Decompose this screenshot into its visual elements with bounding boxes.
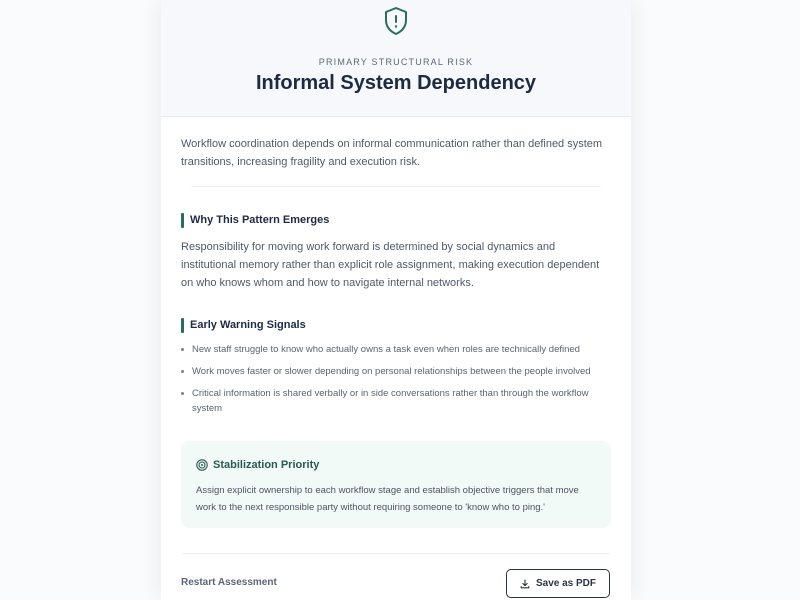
accent-bar [181,318,184,333]
why-section-heading [181,212,329,228]
save-button-label: Save as PDF [535,578,597,589]
page-title: Informal System Dependency [255,72,537,94]
list-item-text: Work moves faster or slower depending on personal relationships between the people involved [192,366,591,377]
warning-signals-list [181,342,613,423]
priority-heading-label: Stabilization Priority [213,459,320,471]
restart-assessment-link[interactable]: Restart Assessment [181,577,277,588]
eyebrow-label: PRIMARY STRUCTURAL RISK [318,57,474,67]
signals-heading-label: Early Warning Signals [190,319,306,331]
list-item [181,364,613,379]
shield-alert-icon [383,6,409,36]
list-item-text: New staff struggle to know who actually owns a task even when roles are technically defined [192,344,580,355]
priority-heading [196,459,319,471]
bullet-dot [181,392,184,395]
why-heading-label: Why This Pattern Emerges [190,214,330,226]
why-body-text: Responsibility for moving work forward is determined by social dynamics and institutional memory rather than explicit role assignment, making execution dependent on who knows whom and how to navigate internal networks. [181,241,600,289]
priority-body-text: Assign explicit ownership to each workflow stage and establish objective triggers that move work to the next responsible party without requiring someone to 'know who to ping.' [196,485,579,513]
intro-text: Workflow coordination depends on informal communication rather than defined system transitions, increasing fragility and execution risk. [181,138,603,168]
header-section [161,0,631,117]
bullet-dot [181,370,184,373]
list-item [181,386,613,416]
risk-result-card [161,0,631,600]
accent-bar [181,213,184,228]
target-icon [196,459,208,471]
signals-section-heading [181,317,306,333]
list-item-text: Critical information is shared verbally or in side conversations rather than through the workflow system [192,388,589,414]
download-icon [520,579,530,589]
footer-divider [181,553,611,554]
section-divider [191,186,601,187]
list-item [181,342,613,357]
bullet-dot [181,348,184,351]
save-as-pdf-button[interactable] [506,569,610,598]
stabilization-priority-box [181,441,611,528]
